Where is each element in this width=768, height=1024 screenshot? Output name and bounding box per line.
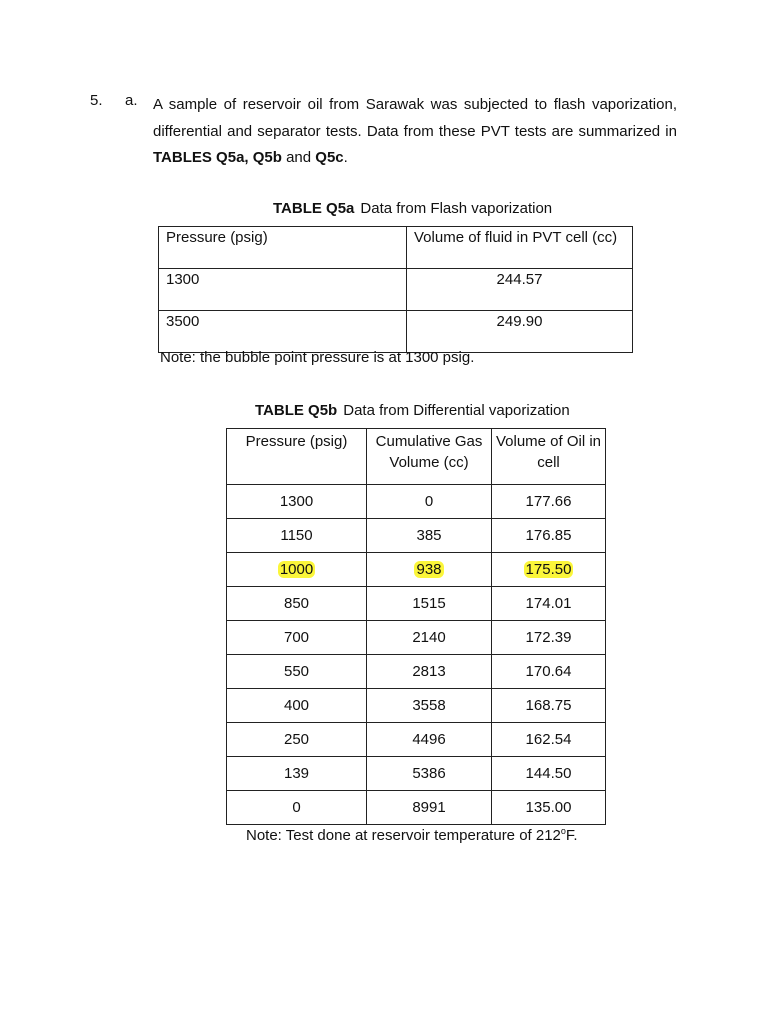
- flash-vaporization-table: [158, 226, 633, 353]
- table-row: [227, 757, 606, 791]
- highlighted-value: 175.50: [525, 561, 572, 578]
- table-row: [227, 519, 606, 553]
- note-unit: F.: [565, 827, 578, 844]
- cell-oil-volume: 170.64: [492, 655, 606, 689]
- table-c-ref: Q5c: [315, 149, 344, 166]
- tables-ref: TABLES Q5a, Q5b: [153, 149, 282, 166]
- table-header-row: [159, 227, 633, 269]
- cell-gas-volume: 2813: [367, 655, 492, 689]
- table-row: [227, 621, 606, 655]
- degree-symbol: o: [560, 826, 566, 836]
- highlighted-value: 1000: [279, 561, 314, 578]
- header-gas-volume: Cumulative Gas Volume (cc): [367, 429, 492, 485]
- table-a-label: TABLE Q5a: [273, 200, 355, 217]
- table-row: [227, 485, 606, 519]
- note-text: Note: Test done at reservoir temperature of 212: [246, 827, 561, 844]
- table-row: [159, 311, 633, 353]
- cell-oil-volume: [492, 553, 606, 587]
- table-row: [227, 655, 606, 689]
- table-row-highlighted: [227, 553, 606, 587]
- cell-pressure: 0: [227, 791, 367, 825]
- cell-pressure: 3500: [159, 311, 407, 353]
- header-volume: Volume of fluid in PVT cell (cc): [407, 227, 633, 269]
- cell-pressure: 1300: [159, 269, 407, 311]
- table-header-row: [227, 429, 606, 485]
- cell-gas-volume: 3558: [367, 689, 492, 723]
- cell-oil-volume: 176.85: [492, 519, 606, 553]
- cell-gas-volume: 2140: [367, 621, 492, 655]
- cell-pressure: 700: [227, 621, 367, 655]
- cell-oil-volume: 144.50: [492, 757, 606, 791]
- cell-oil-volume: 172.39: [492, 621, 606, 655]
- cell-gas-volume: 385: [367, 519, 492, 553]
- cell-pressure: 550: [227, 655, 367, 689]
- cell-volume: 244.57: [407, 269, 633, 311]
- cell-pressure: [227, 553, 367, 587]
- and-word: and: [281, 149, 316, 166]
- question-body: A sample of reservoir oil from Sarawak was subjected to flash vaporization, differential and separator tests. Data from these PVT tests are summarized in: [153, 96, 677, 140]
- table-row: [227, 689, 606, 723]
- table-b-title: Data from Differential vaporization: [343, 402, 570, 419]
- cell-gas-volume: 8991: [367, 791, 492, 825]
- table-a-caption: [273, 200, 552, 217]
- table-row: [227, 587, 606, 621]
- table-row: [227, 791, 606, 825]
- cell-volume: 249.90: [407, 311, 633, 353]
- cell-pressure: 400: [227, 689, 367, 723]
- cell-pressure: 139: [227, 757, 367, 791]
- cell-oil-volume: 135.00: [492, 791, 606, 825]
- question-number: 5.: [90, 92, 103, 109]
- period: .: [343, 149, 348, 166]
- cell-pressure: 850: [227, 587, 367, 621]
- table-b-label: TABLE Q5b: [255, 402, 338, 419]
- cell-pressure: 250: [227, 723, 367, 757]
- header-pressure: Pressure (psig): [159, 227, 407, 269]
- cell-gas-volume: 4496: [367, 723, 492, 757]
- differential-vaporization-table: [226, 428, 606, 825]
- cell-oil-volume: 168.75: [492, 689, 606, 723]
- table-b-caption: [255, 402, 570, 419]
- header-oil-volume: Volume of Oil in cell: [492, 429, 606, 485]
- cell-gas-volume: 0: [367, 485, 492, 519]
- table-row: [227, 723, 606, 757]
- cell-pressure: 1150: [227, 519, 367, 553]
- cell-oil-volume: 162.54: [492, 723, 606, 757]
- cell-gas-volume: [367, 553, 492, 587]
- table-b-note: [246, 826, 578, 844]
- header-pressure: Pressure (psig): [227, 429, 367, 485]
- cell-oil-volume: 174.01: [492, 587, 606, 621]
- table-row: [159, 269, 633, 311]
- cell-gas-volume: 1515: [367, 587, 492, 621]
- table-a-note: Note: the bubble point pressure is at 1300 psig.: [160, 349, 475, 366]
- question-part: a.: [125, 92, 138, 109]
- question-text: [153, 92, 677, 172]
- cell-pressure: 1300: [227, 485, 367, 519]
- table-a-title: Data from Flash vaporization: [360, 200, 553, 217]
- cell-oil-volume: 177.66: [492, 485, 606, 519]
- highlighted-value: 938: [416, 561, 442, 578]
- cell-gas-volume: 5386: [367, 757, 492, 791]
